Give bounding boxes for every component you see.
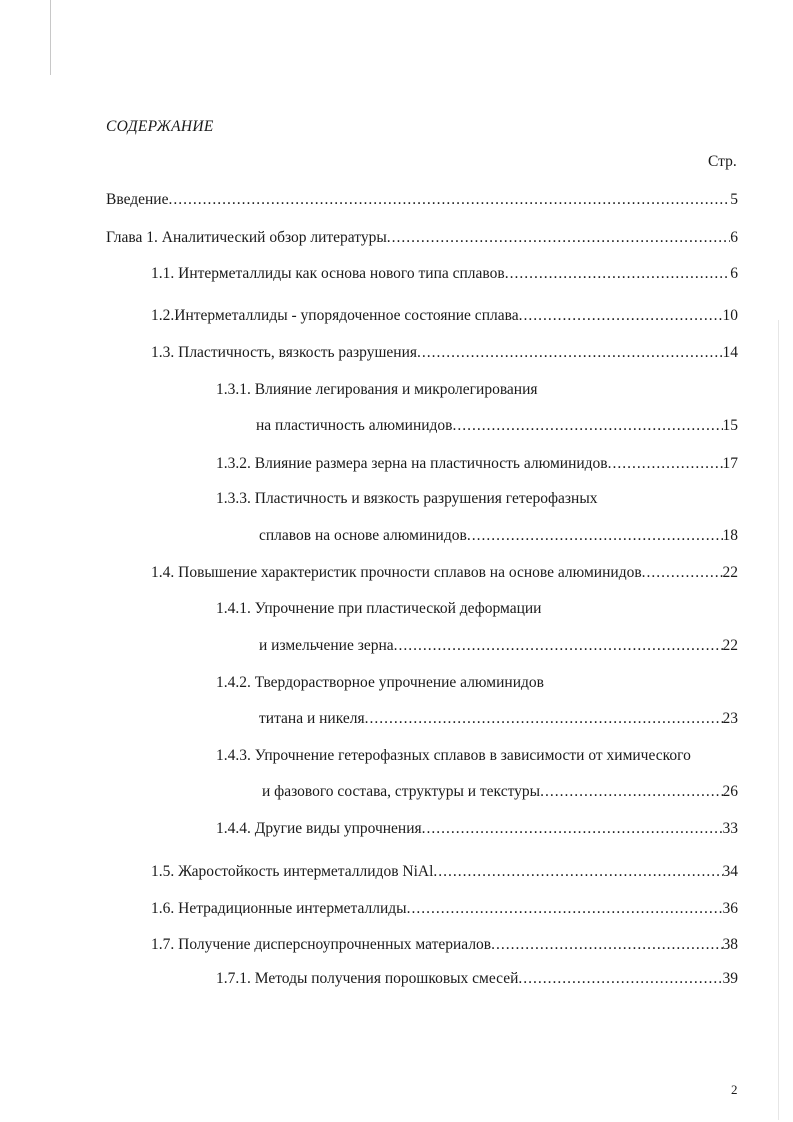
toc-leader-dots <box>407 899 723 919</box>
toc-entry-text: на пластичность алюминидов <box>256 417 453 434</box>
toc-entry-text: 1.7.1. Методы получения порошковых смесей <box>216 970 519 987</box>
toc-entry-page: 38 <box>722 936 738 953</box>
toc-entry-1-3 <box>151 343 738 363</box>
toc-entry-1-4-1: 1.4.1. Упрочнение при пластической деформации <box>216 600 542 617</box>
toc-entry-1-5 <box>151 862 738 882</box>
toc-entry-page: 17 <box>722 455 738 472</box>
toc-entry-1-4-3-cont <box>262 782 738 802</box>
toc-entry-1-7 <box>151 935 738 955</box>
toc-entry-page: 15 <box>722 417 738 434</box>
toc-entry-page: 39 <box>722 970 738 987</box>
toc-entry-1-4 <box>151 563 738 583</box>
toc-entry-1-4-1-cont <box>259 636 738 656</box>
toc-entry-page: 14 <box>722 344 738 361</box>
toc-leader-dots <box>168 190 730 210</box>
toc-leader-dots <box>453 416 723 436</box>
toc-leader-dots <box>387 228 730 248</box>
toc-leader-dots <box>394 636 723 656</box>
toc-entry-page: 22 <box>722 637 738 654</box>
toc-entry-page: 36 <box>722 900 738 917</box>
toc-entry-1-3-1: 1.3.1. Влияние легирования и микролегирования <box>216 381 538 398</box>
toc-entry-text: Глава 1. Аналитический обзор литературы <box>106 229 387 246</box>
toc-entry-page: 34 <box>722 863 738 880</box>
toc-leader-dots <box>422 819 723 839</box>
toc-entry-1-4-2: 1.4.2. Твердорастворное упрочнение алюминидов <box>216 674 544 691</box>
toc-entry-text: и измельчение зерна <box>259 637 394 654</box>
toc-entry-text: 1.2.Интерметаллиды - упорядоченное состояние сплава <box>151 307 519 324</box>
toc-leader-dots <box>505 264 731 284</box>
toc-leader-dots <box>642 563 723 583</box>
toc-leader-dots <box>417 343 722 363</box>
toc-entry-text: 1.7. Получение дисперсноупрочненных материалов <box>151 936 492 953</box>
toc-entry-1-3-3: 1.3.3. Пластичность и вязкость разрушения гетерофазных <box>216 490 598 507</box>
toc-leader-dots <box>491 935 722 955</box>
toc-entry-1-3-3-cont <box>259 526 738 546</box>
toc-entry-text: 1.5. Жаростойкость интерметаллидов NiAl <box>151 863 434 880</box>
toc-entry-text: 1.3. Пластичность, вязкость разрушения <box>151 344 418 361</box>
toc-entry-page: 22 <box>722 564 738 581</box>
toc-entry-text: 1.6. Нетрадиционные интерметаллиды <box>151 900 407 917</box>
toc-entry-1-1 <box>151 264 738 284</box>
toc-leader-dots <box>518 969 722 989</box>
toc-entry-1-4-2-cont <box>259 709 738 729</box>
toc-entry-page: 6 <box>730 229 738 246</box>
toc-entry-1-2 <box>151 306 738 326</box>
toc-entry-page: 23 <box>722 710 738 727</box>
toc-entry-text: сплавов на основе алюминидов <box>259 527 467 544</box>
scan-edge-mark <box>778 320 779 1120</box>
toc-leader-dots <box>540 782 722 802</box>
page-title: СОДЕРЖАНИЕ <box>106 118 214 135</box>
scan-edge-mark <box>50 0 51 75</box>
toc-entry-text: Введение <box>106 191 169 208</box>
page-column-label: Стр. <box>708 153 737 170</box>
toc-entry-page: 26 <box>722 783 738 800</box>
toc-entry-1-6 <box>151 899 738 919</box>
toc-entry-page: 18 <box>722 527 738 544</box>
toc-entry-intro <box>106 190 738 210</box>
toc-leader-dots <box>365 709 723 729</box>
toc-leader-dots <box>519 306 723 326</box>
toc-entry-1-3-2 <box>216 454 738 474</box>
toc-entry-1-7-1 <box>216 969 738 989</box>
toc-leader-dots <box>433 862 722 882</box>
toc-leader-dots <box>467 526 723 546</box>
toc-entry-1-4-3: 1.4.3. Упрочнение гетерофазных сплавов в зависимости от химического <box>216 747 691 764</box>
toc-entry-text: 1.1. Интерметаллиды как основа нового типа сплавов <box>151 265 505 282</box>
toc-entry-1-3-1-cont <box>256 416 738 436</box>
toc-entry-text: титана и никеля <box>259 710 365 727</box>
toc-entry-text: 1.4.4. Другие виды упрочнения <box>216 820 422 837</box>
toc-entry-1-4-4 <box>216 819 738 839</box>
toc-entry-text: 1.3.2. Влияние размера зерна на пластичность алюминидов <box>216 455 608 472</box>
toc-entry-page: 6 <box>730 265 738 282</box>
toc-entry-chapter-1 <box>106 228 738 248</box>
toc-entry-page: 5 <box>730 191 738 208</box>
page-number: 2 <box>731 1082 738 1097</box>
toc-entry-text: 1.4. Повышение характеристик прочности сплавов на основе алюминидов <box>151 564 642 581</box>
toc-entry-page: 33 <box>722 820 738 837</box>
toc-leader-dots <box>608 454 723 474</box>
toc-entry-page: 10 <box>722 307 738 324</box>
toc-entry-text: и фазового состава, структуры и текстуры <box>262 783 541 800</box>
